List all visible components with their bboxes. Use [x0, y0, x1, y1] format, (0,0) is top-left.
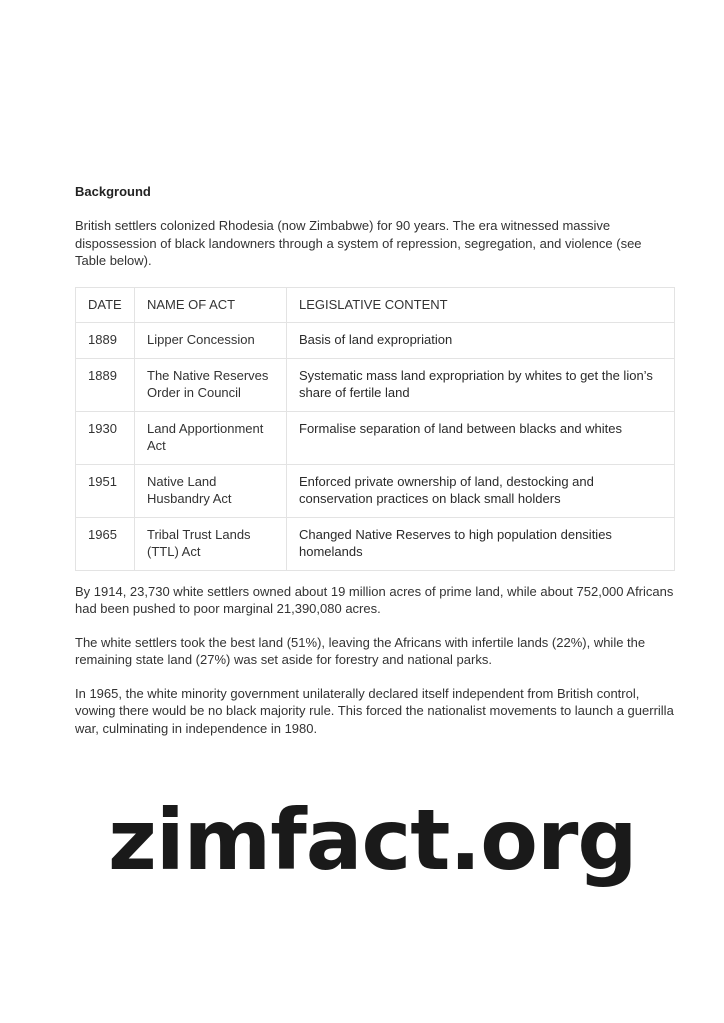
paragraph-land-share: The white settlers took the best land (51%), leaving the Africans with infertile lands (22%), while the remaining state land (27%) was set aside for forestry and national parks. — [75, 634, 646, 667]
table-row — [76, 411, 675, 464]
paragraph-independence: In 1965, the white minority government unilaterally declared itself independent from British control, vowing there would be no black majority rule. This forced the nationalist movements to launch a guerrilla war, culminating in independence in 1980. — [75, 685, 674, 736]
zimfact-watermark-logo: zimfact.org — [108, 791, 637, 889]
row-act-name: Native Land Husbandry Act — [135, 464, 287, 517]
row-content: Systematic mass land expropriation by whites to get the lion’s share of fertile land — [287, 358, 675, 411]
row-date: 1951 — [76, 464, 135, 517]
row-date: 1930 — [76, 411, 135, 464]
row-content: Enforced private ownership of land, destocking and conservation practices on black small holders — [287, 464, 675, 517]
row-act-name: Land Apportionment Act — [135, 411, 287, 464]
table-header-row — [76, 287, 675, 323]
land-acts-table — [75, 287, 675, 571]
table-row — [76, 323, 675, 359]
row-act-name: Tribal Trust Lands (TTL) Act — [135, 517, 287, 570]
row-date: 1965 — [76, 517, 135, 570]
row-act-name: The Native Reserves Order in Council — [135, 358, 287, 411]
row-date: 1889 — [76, 323, 135, 359]
section-heading: Background — [75, 184, 151, 199]
header-legislative-content: LEGISLATIVE CONTENT — [287, 287, 675, 323]
row-content: Basis of land expropriation — [287, 323, 675, 359]
row-act-name: Lipper Concession — [135, 323, 287, 359]
table-row — [76, 464, 675, 517]
intro-paragraph: British settlers colonized Rhodesia (now Zimbabwe) for 90 years. The era witnessed massive dispossession of black landowners through a system of repression, segregation, and violence (see Table below). — [75, 218, 642, 268]
row-date: 1889 — [76, 358, 135, 411]
row-content: Formalise separation of land between blacks and whites — [287, 411, 675, 464]
header-name-of-act: NAME OF ACT — [135, 287, 287, 323]
header-date: DATE — [76, 287, 135, 323]
table-row — [76, 358, 675, 411]
table-row — [76, 517, 675, 570]
row-content: Changed Native Reserves to high population densities homelands — [287, 517, 675, 570]
paragraph-land-ownership: By 1914, 23,730 white settlers owned about 19 million acres of prime land, while about 752,000 Africans had been pushed to poor marginal 21,390,080 acres. — [75, 583, 674, 616]
document-body — [75, 183, 675, 737]
